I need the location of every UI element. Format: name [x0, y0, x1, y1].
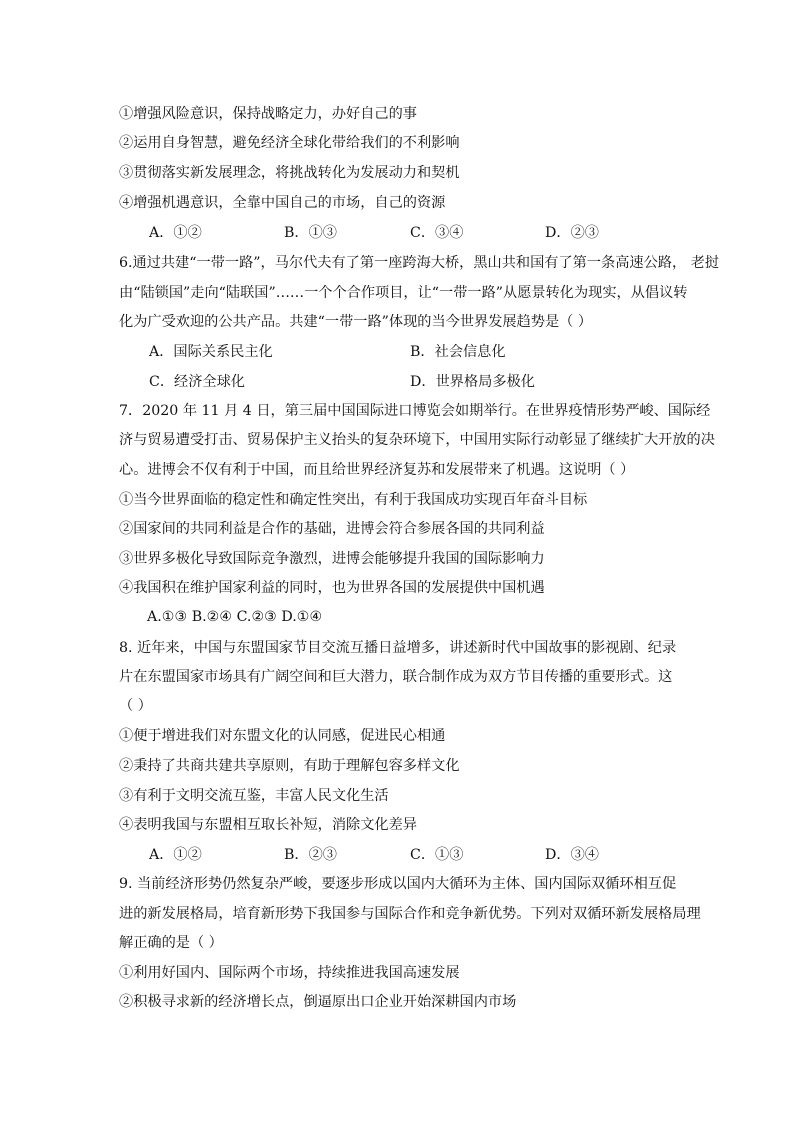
q7-item-3: ③世界多极化导致国际竞争激烈，进博会能够提升我国的国际影响力 — [119, 551, 545, 567]
q6-option-c: C．经济全球化 — [149, 374, 245, 390]
q8-option-d: D．③④ — [545, 847, 599, 863]
q8-option-b: B．②③ — [284, 847, 337, 863]
q5-option-d: D．②③ — [545, 225, 599, 241]
q5-option-c: C．③④ — [410, 225, 464, 241]
q8-item-2: ②秉持了共商共建共享原则，有助于理解包容多样文化 — [119, 758, 460, 774]
q8-option-c: C．①③ — [410, 847, 464, 863]
q5-item-1: ①增强风险意识，保持战略定力，办好自己的事 — [119, 106, 417, 122]
q6-stem-line-2: 由“陆锁国”走向“陆联国”……一个个合作项目，让“一带一路”从愿景转化为现实，从倡议转 — [119, 285, 688, 301]
q5-item-4: ④增强机遇意识，全靠中国自己的市场，自己的资源 — [119, 195, 446, 211]
q9-stem-line-3: 解正确的是（ ） — [119, 935, 223, 951]
q7-item-1: ①当今世界面临的稳定性和确定性突出，有利于我国成功实现百年奋斗目标 — [119, 492, 588, 508]
q9-item-1: ①利用好国内、国际两个市场，持续推进我国高速发展 — [119, 965, 460, 981]
q8-option-a: A．①② — [149, 847, 202, 863]
q5-item-2: ②运用自身智慧，避免经济全球化带给我们的不利影响 — [119, 135, 460, 151]
q9-stem-line-1: 9. 当前经济形势仍然复杂严峻，要逐步形成以国内大循环为主体、国内国际双循环相互促 — [119, 876, 677, 892]
q6-option-d: D．世界格局多极化 — [410, 374, 535, 390]
q8-item-4: ④表明我国与东盟相互取长补短，消除文化差异 — [119, 817, 417, 833]
q5-option-a: A．①② — [149, 225, 202, 241]
q8-stem-line-1: 8. 近年来，中国与东盟国家节目交流互播日益增多，讲述新时代中国故事的影视剧、纪录 — [119, 640, 677, 656]
q7-item-4: ④我国积在维护国家利益的同时，也为世界各国的发展提供中国机遇 — [119, 580, 545, 596]
q8-stem-line-2: 片在东盟国家市场具有广阔空间和巨大潜力，联合制作成为双方节目传播的重要形式。这 — [119, 669, 673, 685]
q7-stem-line-3: 心。进博会不仅有利于中国，而且给世界经济复苏和发展带来了机遇。这说明（ ） — [119, 462, 635, 478]
q6-option-a: A．国际关系民主化 — [149, 344, 273, 360]
q8-item-1: ①便于增进我们对东盟文化的认同感，促进民心相通 — [119, 728, 446, 744]
q8-item-3: ③有利于文明交流互鉴，丰富人民文化生活 — [119, 788, 389, 804]
q7-options: A.①③ B.②④ C.②③ D.①④ — [147, 609, 323, 625]
q7-stem-line-1: 7．2020 年 11 月 4 日，第三届中国国际进口博览会如期举行。在世界疫情形势严峻、国际经 — [119, 403, 711, 419]
q6-stem-line-3: 化为广受欢迎的公共产品。共建“一带一路”体现的当今世界发展趋势是（ ） — [119, 314, 593, 330]
q8-stem-line-3: （ ） — [119, 698, 152, 714]
q9-stem-line-2: 进的新发展格局，培育新形势下我国参与国际合作和竞争新优势。下列对双循环新发展格局理 — [119, 906, 701, 922]
q9-item-2: ②积极寻求新的经济增长点，倒逼原出口企业开始深耕国内市场 — [119, 994, 517, 1010]
q7-item-2: ②国家间的共同利益是合作的基础，进博会符合参展各国的共同利益 — [119, 521, 545, 537]
q6-option-b: B．社会信息化 — [410, 344, 506, 360]
q6-stem-line-1: 6.通过共建“一带一路”，马尔代夫有了第一座跨海大桥，黑山共和国有了第一条高速公路， 老挝 — [119, 255, 720, 271]
q5-item-3: ③贯彻落实新发展理念，将挑战转化为发展动力和契机 — [119, 165, 460, 181]
q7-stem-line-2: 济与贸易遭受打击、贸易保护主义抬头的复杂环境下，中国用实际行动彰显了继续扩大开放的决 — [119, 432, 715, 448]
q5-option-b: B．①③ — [284, 225, 337, 241]
